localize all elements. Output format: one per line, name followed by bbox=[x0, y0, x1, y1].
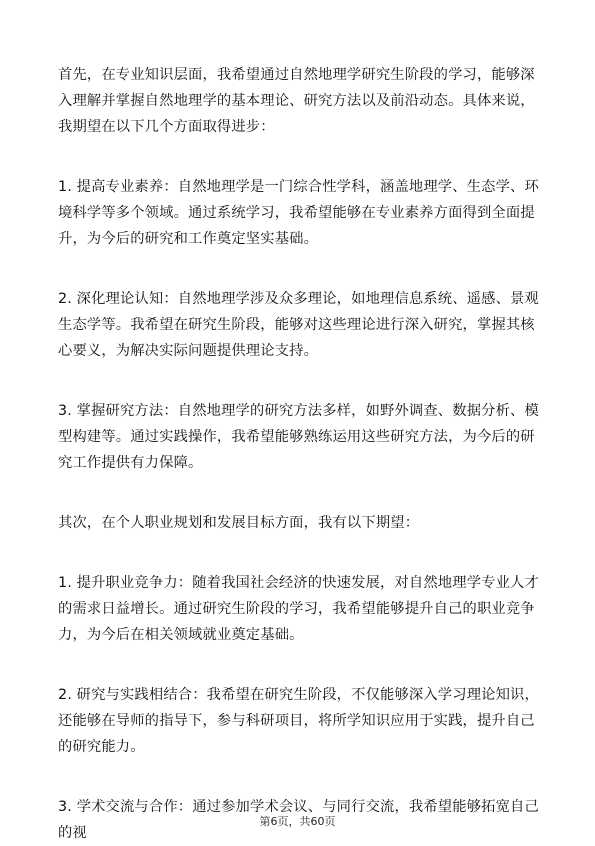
paragraph-item-professional-quality: 1. 提高专业素养：自然地理学是一门综合性学科，涵盖地理学、生态学、环境科学等多个领域。通过系统学习，我希望能够在专业素养方面得到全面提升，为今后的研究和工作奠定坚实基础。 bbox=[58, 179, 539, 247]
document-body bbox=[58, 62, 542, 846]
paragraph-item-theory-cognition: 2. 深化理论认知：自然地理学涉及众多理论，如地理信息系统、遥感、景观生态学等。我希望在研究生阶段，能够对这些理论进行深入研究，掌握其核心要义，为解决实际问题提供理论支持。 bbox=[58, 291, 539, 359]
page-number-footer: 第6页，共60页 bbox=[259, 815, 336, 828]
paragraph-item-competitiveness: 1. 提升职业竞争力：随着我国社会经济的快速发展，对自然地理学专业人才的需求日益增长。通过研究生阶段的学习，我希望能够提升自己的职业竞争力，为今后在相关领域就业奠定基础。 bbox=[58, 575, 539, 643]
paragraph-intro-knowledge: 首先，在专业知识层面，我希望通过自然地理学研究生阶段的学习，能够深入理解并掌握自然地理学的基本理论、研究方法以及前沿动态。具体来说，我期望在以下几个方面取得进步： bbox=[58, 67, 535, 135]
paragraph-item-academic-exchange: 3. 学术交流与合作：通过参加学术会议、与同行交流，我希望能够拓宽自己的视 bbox=[58, 799, 539, 841]
paragraph-item-research-practice: 2. 研究与实践相结合：我希望在研究生阶段，不仅能够深入学习理论知识，还能够在导师的指导下，参与科研项目，将所学知识应用于实践，提升自己的研究能力。 bbox=[58, 687, 539, 755]
paragraph-intro-career: 其次，在个人职业规划和发展目标方面，我有以下期望： bbox=[58, 515, 420, 531]
paragraph-item-research-methods: 3. 掌握研究方法：自然地理学的研究方法多样，如野外调查、数据分析、模型构建等。通过实践操作，我希望能够熟练运用这些研究方法，为今后的研究工作提供有力保障。 bbox=[58, 403, 539, 471]
